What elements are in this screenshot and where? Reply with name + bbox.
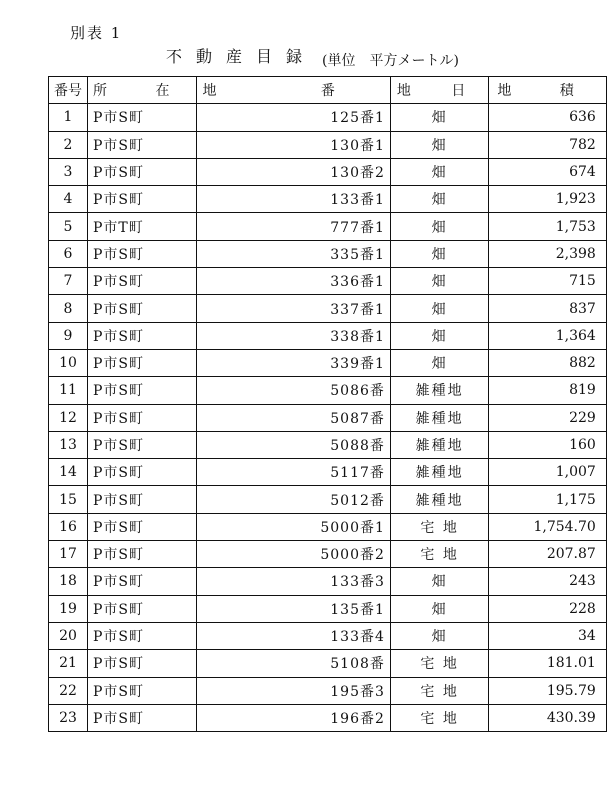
cell-number: 5 — [49, 213, 88, 240]
table-row — [49, 104, 607, 131]
table-row — [49, 131, 607, 158]
cell-lot: 337番1 — [197, 295, 390, 322]
cell-lot: 130番2 — [197, 158, 390, 185]
cell-number: 10 — [49, 349, 88, 376]
cell-lot: 5086番 — [197, 377, 390, 404]
cell-number: 3 — [49, 158, 88, 185]
cell-area: 1,364 — [489, 322, 606, 349]
cell-lot: 195番3 — [197, 677, 390, 704]
cell-number: 16 — [49, 513, 88, 540]
cell-area: 1,753 — [489, 213, 606, 240]
cell-area: 837 — [489, 295, 606, 322]
cell-lot: 135番1 — [197, 595, 390, 622]
cell-location: P市S町 — [88, 541, 197, 568]
cell-lot: 5117番 — [197, 459, 390, 486]
cell-lot: 5000番2 — [197, 541, 390, 568]
cell-category: 宅 地 — [390, 677, 488, 704]
cell-lot: 339番1 — [197, 349, 390, 376]
cell-location: P市S町 — [88, 486, 197, 513]
cell-area: 636 — [489, 104, 606, 131]
cell-location: P市S町 — [88, 704, 197, 731]
cell-number: 8 — [49, 295, 88, 322]
table-row — [49, 158, 607, 185]
cell-area: 34 — [489, 622, 606, 649]
cell-category: 畑 — [390, 213, 488, 240]
appendix-label: 別表 1 — [70, 24, 123, 42]
cell-area: 229 — [489, 404, 606, 431]
cell-category: 畑 — [390, 568, 488, 595]
cell-area: 1,923 — [489, 186, 606, 213]
cell-category: 畑 — [390, 322, 488, 349]
table-row — [49, 186, 607, 213]
cell-location: P市S町 — [88, 268, 197, 295]
cell-location: P市S町 — [88, 650, 197, 677]
table-row — [49, 268, 607, 295]
cell-number: 13 — [49, 431, 88, 458]
cell-number: 22 — [49, 677, 88, 704]
table-row — [49, 377, 607, 404]
cell-category: 畑 — [390, 349, 488, 376]
cell-number: 2 — [49, 131, 88, 158]
cell-category: 宅 地 — [390, 704, 488, 731]
table-row — [49, 295, 607, 322]
cell-area: 782 — [489, 131, 606, 158]
cell-number: 4 — [49, 186, 88, 213]
cell-area: 1,754.70 — [489, 513, 606, 540]
cell-number: 15 — [49, 486, 88, 513]
cell-number: 14 — [49, 459, 88, 486]
cell-category: 畑 — [390, 295, 488, 322]
cell-lot: 133番3 — [197, 568, 390, 595]
cell-number: 20 — [49, 622, 88, 649]
cell-category: 畑 — [390, 131, 488, 158]
cell-location: P市S町 — [88, 295, 197, 322]
cell-category: 畑 — [390, 595, 488, 622]
cell-number: 23 — [49, 704, 88, 731]
cell-number: 17 — [49, 541, 88, 568]
cell-number: 6 — [49, 240, 88, 267]
table-row — [49, 404, 607, 431]
cell-location: P市S町 — [88, 459, 197, 486]
cell-lot: 133番4 — [197, 622, 390, 649]
cell-number: 1 — [49, 104, 88, 131]
cell-category: 雑種地 — [390, 431, 488, 458]
cell-category: 畑 — [390, 240, 488, 267]
table-row — [49, 349, 607, 376]
cell-area: 819 — [489, 377, 606, 404]
property-table — [48, 76, 607, 732]
cell-location: P市S町 — [88, 677, 197, 704]
cell-category: 雑種地 — [390, 404, 488, 431]
cell-area: 1,007 — [489, 459, 606, 486]
cell-area: 882 — [489, 349, 606, 376]
header-category: 地 日 — [390, 77, 488, 104]
cell-lot: 777番1 — [197, 213, 390, 240]
cell-location: P市S町 — [88, 513, 197, 540]
cell-number: 19 — [49, 595, 88, 622]
cell-category: 雑種地 — [390, 459, 488, 486]
cell-location: P市S町 — [88, 622, 197, 649]
cell-lot: 335番1 — [197, 240, 390, 267]
cell-lot: 125番1 — [197, 104, 390, 131]
cell-lot: 5108番 — [197, 650, 390, 677]
cell-location: P市T町 — [88, 213, 197, 240]
cell-lot: 5088番 — [197, 431, 390, 458]
cell-number: 9 — [49, 322, 88, 349]
cell-area: 674 — [489, 158, 606, 185]
cell-lot: 5012番 — [197, 486, 390, 513]
cell-category: 宅 地 — [390, 513, 488, 540]
header-number: 番号 — [49, 77, 88, 104]
cell-location: P市S町 — [88, 240, 197, 267]
cell-category: 畑 — [390, 268, 488, 295]
cell-location: P市S町 — [88, 595, 197, 622]
table-row — [49, 677, 607, 704]
cell-area: 181.01 — [489, 650, 606, 677]
cell-number: 12 — [49, 404, 88, 431]
cell-area: 715 — [489, 268, 606, 295]
cell-location: P市S町 — [88, 568, 197, 595]
header-location: 所 在 — [88, 77, 197, 104]
table-row — [49, 541, 607, 568]
cell-area: 1,175 — [489, 486, 606, 513]
cell-area: 195.79 — [489, 677, 606, 704]
cell-category: 雑種地 — [390, 486, 488, 513]
table-row — [49, 704, 607, 731]
cell-lot: 336番1 — [197, 268, 390, 295]
cell-number: 21 — [49, 650, 88, 677]
table-header-row — [49, 77, 607, 104]
table-row — [49, 650, 607, 677]
cell-location: P市S町 — [88, 131, 197, 158]
cell-lot: 338番1 — [197, 322, 390, 349]
cell-number: 18 — [49, 568, 88, 595]
cell-location: P市S町 — [88, 377, 197, 404]
cell-area: 2,398 — [489, 240, 606, 267]
cell-number: 11 — [49, 377, 88, 404]
cell-lot: 5087番 — [197, 404, 390, 431]
table-row — [49, 240, 607, 267]
cell-location: P市S町 — [88, 431, 197, 458]
cell-location: P市S町 — [88, 349, 197, 376]
document-title: 不動産目録 — [166, 47, 317, 66]
cell-area: 430.39 — [489, 704, 606, 731]
table-row — [49, 431, 607, 458]
cell-lot: 5000番1 — [197, 513, 390, 540]
table-row — [49, 486, 607, 513]
unit-note: (単位 平方メートル) — [322, 53, 459, 69]
table-row — [49, 595, 607, 622]
table-row — [49, 322, 607, 349]
cell-category: 畑 — [390, 622, 488, 649]
cell-category: 宅 地 — [390, 650, 488, 677]
cell-category: 宅 地 — [390, 541, 488, 568]
cell-lot: 196番2 — [197, 704, 390, 731]
cell-location: P市S町 — [88, 322, 197, 349]
cell-location: P市S町 — [88, 158, 197, 185]
table-row — [49, 568, 607, 595]
table-row — [49, 213, 607, 240]
header-area: 地 積 — [489, 77, 606, 104]
cell-category: 畑 — [390, 104, 488, 131]
cell-area: 228 — [489, 595, 606, 622]
cell-category: 畑 — [390, 158, 488, 185]
cell-location: P市S町 — [88, 404, 197, 431]
cell-lot: 133番1 — [197, 186, 390, 213]
cell-category: 畑 — [390, 186, 488, 213]
table-row — [49, 513, 607, 540]
table-row — [49, 622, 607, 649]
cell-area: 243 — [489, 568, 606, 595]
header-lot: 地 番 — [197, 77, 390, 104]
table-row — [49, 459, 607, 486]
cell-area: 160 — [489, 431, 606, 458]
cell-area: 207.87 — [489, 541, 606, 568]
cell-lot: 130番1 — [197, 131, 390, 158]
cell-number: 7 — [49, 268, 88, 295]
cell-location: P市S町 — [88, 186, 197, 213]
cell-category: 雑種地 — [390, 377, 488, 404]
cell-location: P市S町 — [88, 104, 197, 131]
